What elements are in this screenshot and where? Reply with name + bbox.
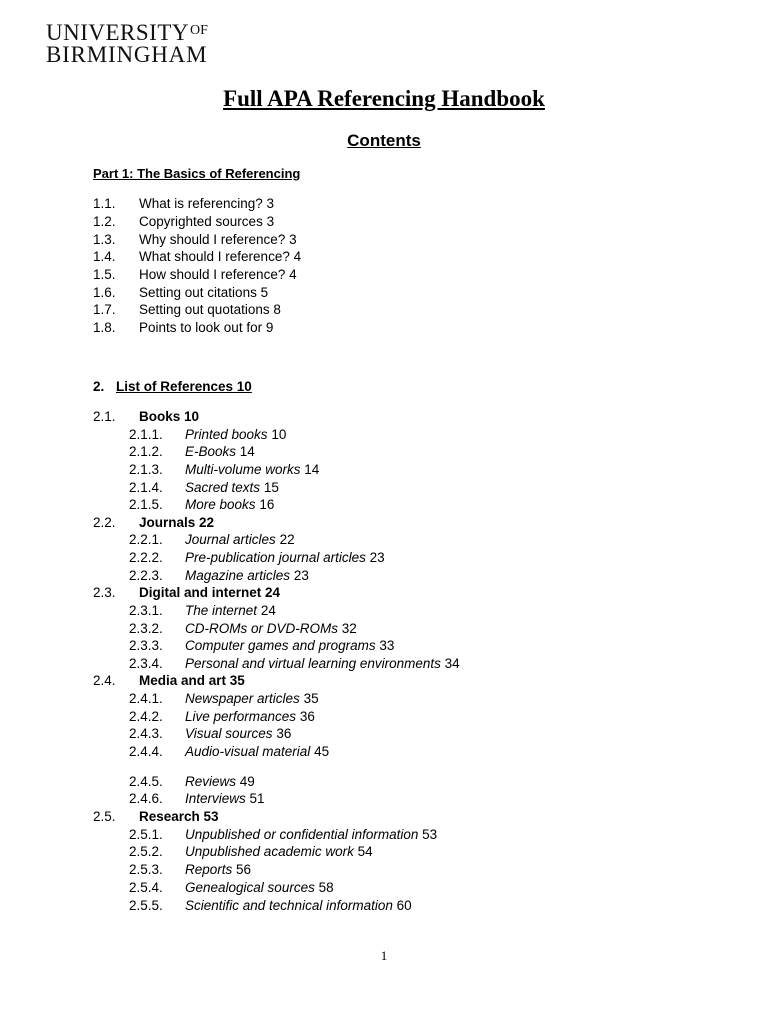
item-text	[185, 443, 255, 460]
item-number: 2.5.4.	[129, 880, 163, 895]
item-number: 2.3.3.	[129, 638, 163, 653]
item-number: 2.2.3.	[129, 568, 163, 583]
item-text	[185, 655, 460, 672]
item-text	[185, 479, 279, 496]
item-page: 60	[396, 898, 412, 913]
item-page: 23	[369, 550, 385, 565]
item-number: 2.5.2.	[129, 844, 163, 859]
item-number: 2.1.5.	[129, 497, 163, 512]
item-text	[185, 861, 251, 878]
item-text	[185, 637, 394, 654]
item-number: 2.4.5.	[129, 774, 163, 789]
item-title: Unpublished academic work	[185, 844, 354, 859]
logo-line-2: BIRMINGHAM	[46, 42, 208, 67]
item-text	[185, 496, 274, 513]
item-title: Printed books	[185, 427, 268, 442]
item-title: E-Books	[185, 444, 237, 459]
item-text	[185, 826, 437, 843]
item-title: Live performances	[185, 709, 297, 724]
item-page: 56	[236, 862, 252, 877]
item-text	[185, 602, 276, 619]
item-number: 2.5.3.	[129, 862, 163, 877]
item-title: Journal articles	[185, 532, 276, 547]
item-title: CD-ROMs or DVD-ROMs	[185, 621, 338, 636]
item-text	[185, 426, 286, 443]
item-page: 36	[299, 709, 315, 724]
item-text	[185, 725, 291, 742]
item-text	[185, 708, 315, 725]
item-page: 15	[263, 480, 279, 495]
item-text	[185, 620, 357, 637]
contents-heading: Contents	[347, 131, 421, 150]
subsection-label: Research 53	[139, 809, 219, 824]
item-title: Personal and virtual learning environments	[185, 656, 441, 671]
item-title: Multi-volume works	[185, 462, 301, 477]
university-logo	[46, 20, 208, 66]
item-number: 1.6.	[93, 285, 116, 300]
item-page: 24	[260, 603, 276, 618]
item-number: 2.3.2.	[129, 621, 163, 636]
item-title: Pre-publication journal articles	[185, 550, 366, 565]
item-text	[185, 690, 319, 707]
section2-number: 2.	[93, 379, 105, 394]
item-number: 2.4.1.	[129, 691, 163, 706]
item-text: Copyrighted sources 3	[139, 214, 275, 229]
item-number: 2.1.3.	[129, 462, 163, 477]
item-text: What is referencing? 3	[139, 196, 275, 211]
page-number: 1	[380, 948, 388, 963]
item-title: Newspaper articles	[185, 691, 300, 706]
subsection-label: Media and art 35	[139, 673, 245, 688]
item-number: 1.8.	[93, 320, 116, 335]
item-title: Visual sources	[185, 726, 273, 741]
item-page: 45	[314, 744, 330, 759]
item-page: 49	[239, 774, 255, 789]
section2-title: List of References 10	[116, 379, 252, 394]
item-title: Magazine articles	[185, 568, 291, 583]
subsection-label: Journals 22	[139, 515, 215, 530]
item-number: 2.4.6.	[129, 791, 163, 806]
item-number: 1.1.	[93, 196, 116, 211]
item-title: Audio-visual material	[185, 744, 311, 759]
item-page: 33	[379, 638, 395, 653]
item-number: 2.4.4.	[129, 744, 163, 759]
item-text: What should I reference? 4	[139, 249, 302, 264]
item-number: 2.5.1.	[129, 827, 163, 842]
subsection-number: 2.1.	[93, 409, 116, 424]
item-text: Points to look out for 9	[139, 320, 274, 335]
item-text: Setting out quotations 8	[139, 302, 281, 317]
item-title: Computer games and programs	[185, 638, 376, 653]
item-text	[185, 461, 319, 478]
item-text	[185, 743, 329, 760]
item-text	[185, 549, 385, 566]
logo-of: OF	[190, 23, 208, 38]
item-title: Unpublished or confidential information	[185, 827, 419, 842]
item-page: 22	[279, 532, 295, 547]
item-page: 14	[304, 462, 320, 477]
item-title: Scientific and technical information	[185, 898, 393, 913]
item-page: 35	[303, 691, 319, 706]
item-text	[185, 790, 265, 807]
item-title: The internet	[185, 603, 258, 618]
item-number: 2.5.5.	[129, 898, 163, 913]
item-page: 10	[271, 427, 287, 442]
item-number: 1.2.	[93, 214, 116, 229]
item-page: 34	[444, 656, 460, 671]
item-text	[185, 879, 334, 896]
item-page: 32	[341, 621, 357, 636]
item-text: How should I reference? 4	[139, 267, 297, 282]
item-number: 2.1.2.	[129, 444, 163, 459]
item-text	[185, 897, 412, 914]
logo-line-1: UNIVERSITY	[46, 20, 189, 45]
item-page: 14	[239, 444, 255, 459]
item-text	[185, 843, 373, 860]
item-number: 2.1.4.	[129, 480, 163, 495]
item-number: 2.2.2.	[129, 550, 163, 565]
item-text	[185, 531, 295, 548]
item-text	[185, 567, 309, 584]
item-text: Setting out citations 5	[139, 285, 269, 300]
subsection-label: Digital and internet 24	[139, 585, 281, 600]
item-number: 2.1.1.	[129, 427, 163, 442]
item-page: 23	[293, 568, 309, 583]
item-number: 2.2.1.	[129, 532, 163, 547]
item-number: 2.4.3.	[129, 726, 163, 741]
item-page: 51	[249, 791, 265, 806]
item-text	[185, 773, 255, 790]
item-page: 53	[422, 827, 438, 842]
item-title: Genealogical sources	[185, 880, 315, 895]
subsection-number: 2.2.	[93, 515, 116, 530]
item-text: Why should I reference? 3	[139, 232, 297, 247]
item-title: Reports	[185, 862, 233, 877]
document-title: Full APA Referencing Handbook	[223, 86, 545, 111]
item-number: 1.7.	[93, 302, 116, 317]
subsection-number: 2.5.	[93, 809, 116, 824]
subsection-label: Books 10	[139, 409, 200, 424]
item-number: 1.5.	[93, 267, 116, 282]
item-number: 2.3.1.	[129, 603, 163, 618]
item-number: 2.4.2.	[129, 709, 163, 724]
item-number: 1.3.	[93, 232, 116, 247]
item-title: More books	[185, 497, 256, 512]
item-number: 2.3.4.	[129, 656, 163, 671]
item-title: Sacred texts	[185, 480, 261, 495]
item-page: 58	[318, 880, 334, 895]
item-page: 36	[276, 726, 292, 741]
subsection-number: 2.3.	[93, 585, 116, 600]
item-number: 1.4.	[93, 249, 116, 264]
part1-heading: Part 1: The Basics of Referencing	[93, 166, 301, 181]
item-page: 16	[259, 497, 275, 512]
item-title: Reviews	[185, 774, 237, 789]
subsection-number: 2.4.	[93, 673, 116, 688]
item-page: 54	[357, 844, 373, 859]
item-title: Interviews	[185, 791, 246, 806]
